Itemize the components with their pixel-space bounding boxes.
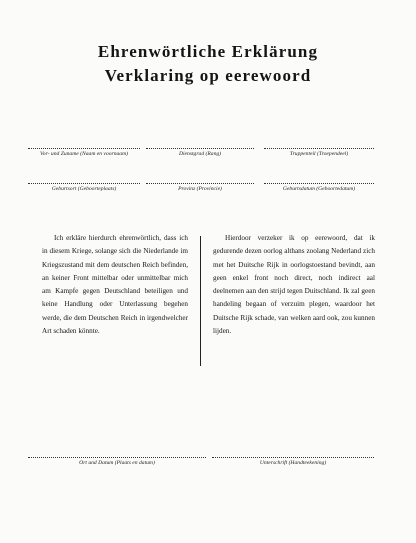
signature-label: Unterschrift (Handteekening): [259, 460, 327, 466]
birthplace-label: Geburtsort (Geboorteplaats): [51, 186, 117, 192]
title-dutch: Verklaring op eerewoord: [104, 66, 312, 85]
unit-field: [264, 148, 374, 168]
birthdate-label: Geburtsdatum (Geboortedatum): [282, 186, 356, 192]
german-text-column: [42, 232, 188, 338]
place-date-field: [28, 457, 206, 477]
birthplace-line: [28, 183, 140, 184]
title-german: Ehrenwörtliche Erklärung: [97, 42, 319, 61]
province-line: [146, 183, 254, 184]
signature-line: [212, 457, 374, 458]
unit-line: [264, 148, 374, 149]
rank-label: Dienstgrad (Rang): [178, 151, 222, 157]
name-label: Vor- und Zuname (Naam en voornaam): [40, 151, 128, 157]
rank-field: [146, 148, 254, 168]
place-date-line: [28, 457, 206, 458]
dutch-declaration-text: Hierdoor verzeker ik op eerewoord, dat ik gedurende dezen oorlog althans zoolang Nederland zich met het Duitsche Rijk in oorlogstoestand bevindt, aan geen enkel front noch direct, noch indirect aal deelnemen aan den strijd tegen Duitschland. Ik zal geen handeling begaan of verzuim plegen, waardoor het Duitsche Rijk schade, van welken aard ook, zou kunnen lijden.: [213, 234, 375, 336]
german-declaration-text: Ich erkläre hierdurch ehrenwörtlich, dass ich in diesem Kriege, solange sich die Niederlande im Kriegszustand mit dem deutschen Reich befinden, an keiner Front mittelbar oder unmittelbar mich am Kampfe gegen Deutschland beteiligen und keine Handlung oder Unterlassung begehen werde, die dem Deutschen Reich in irgendwelcher Art schaden könnte.: [42, 234, 188, 336]
rank-line: [146, 148, 254, 149]
name-line: [28, 148, 140, 149]
birthplace-field: [28, 183, 140, 203]
signature-field: [212, 457, 374, 477]
name-field: [28, 148, 140, 168]
birthdate-field: [264, 183, 374, 203]
province-label: Provinz (Provincie): [178, 186, 222, 192]
place-date-label: Ort und Datum (Plaats en datum): [79, 460, 155, 466]
dutch-text-column: [213, 232, 375, 338]
unit-label: Truppenteil (Troependeel): [289, 151, 349, 157]
province-field: [146, 183, 254, 203]
column-divider: [200, 236, 201, 366]
birthdate-line: [264, 183, 374, 184]
